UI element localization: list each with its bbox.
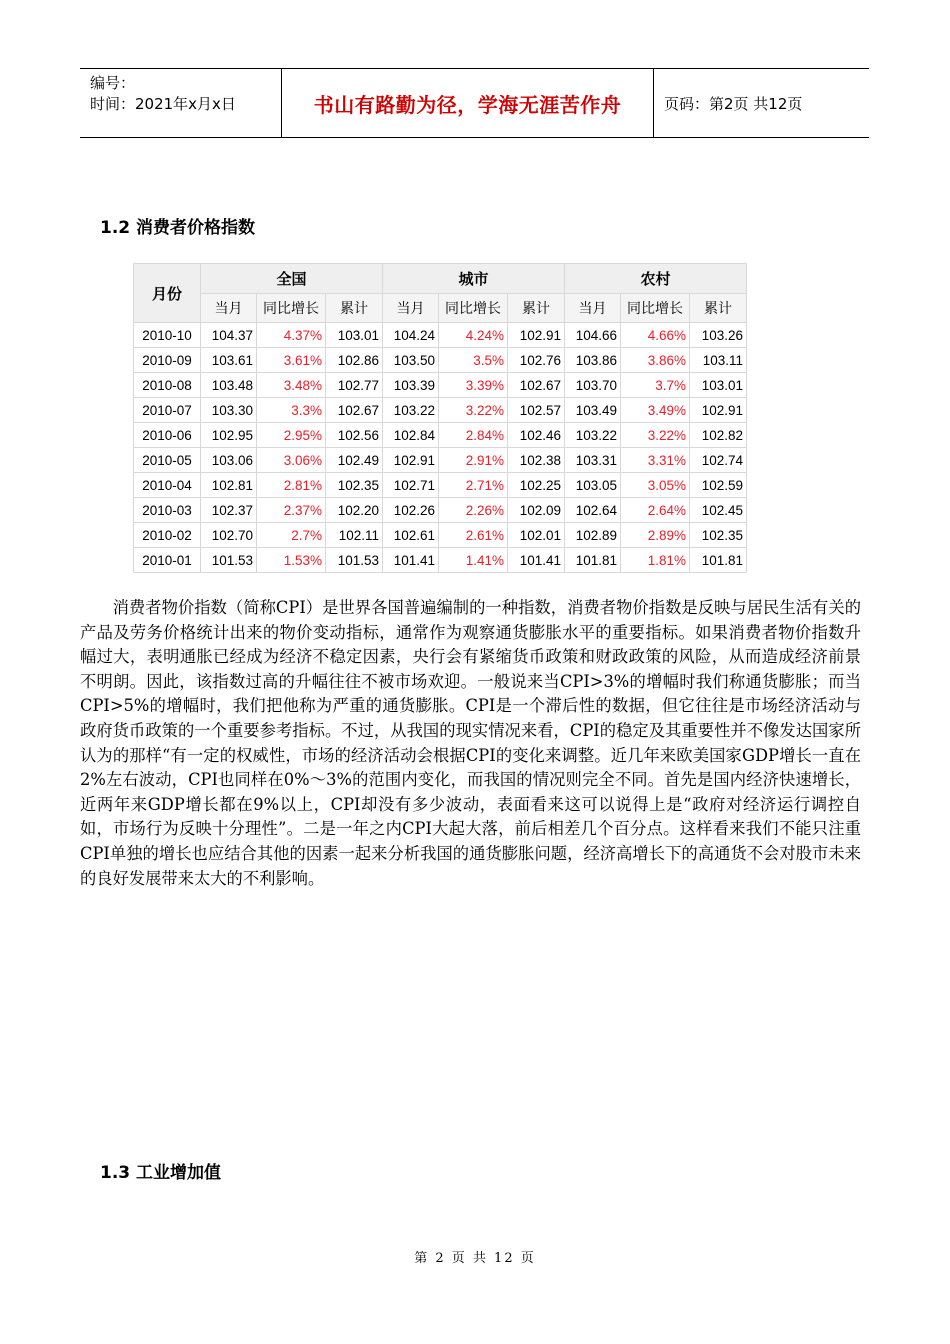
- cpi-table-body: [134, 323, 747, 573]
- value-cell: 102.09: [508, 498, 565, 523]
- value-cell: 2.81%: [257, 473, 326, 498]
- value-cell: 103.31: [565, 448, 621, 473]
- month-cell: 2010-09: [134, 348, 201, 373]
- value-cell: 102.71: [383, 473, 439, 498]
- table-row: [134, 523, 747, 548]
- sub-header-cell: 当月: [383, 294, 439, 323]
- header-meta: [80, 69, 282, 137]
- value-cell: 103.01: [690, 373, 747, 398]
- value-cell: 103.61: [201, 348, 257, 373]
- value-cell: 102.49: [326, 448, 383, 473]
- value-cell: 102.67: [508, 373, 565, 398]
- table-row: [134, 323, 747, 348]
- value-cell: 1.41%: [439, 548, 508, 573]
- value-cell: 102.35: [326, 473, 383, 498]
- value-cell: 102.46: [508, 423, 565, 448]
- value-cell: 2.37%: [257, 498, 326, 523]
- value-cell: 2.84%: [439, 423, 508, 448]
- section-heading-cpi: 1.2 消费者价格指数: [100, 218, 256, 238]
- month-header: 月份: [134, 264, 201, 323]
- value-cell: 3.86%: [621, 348, 690, 373]
- value-cell: 3.7%: [621, 373, 690, 398]
- table-row: [134, 398, 747, 423]
- value-cell: 2.26%: [439, 498, 508, 523]
- value-cell: 103.48: [201, 373, 257, 398]
- cpi-table: [133, 263, 747, 573]
- value-cell: 103.26: [690, 323, 747, 348]
- value-cell: 4.37%: [257, 323, 326, 348]
- value-cell: 102.67: [326, 398, 383, 423]
- value-cell: 103.22: [565, 423, 621, 448]
- table-row: [134, 448, 747, 473]
- value-cell: 4.66%: [621, 323, 690, 348]
- value-cell: 104.37: [201, 323, 257, 348]
- sub-header-cell: 累计: [508, 294, 565, 323]
- value-cell: 102.95: [201, 423, 257, 448]
- value-cell: 3.48%: [257, 373, 326, 398]
- value-cell: 2.7%: [257, 523, 326, 548]
- value-cell: 2.71%: [439, 473, 508, 498]
- value-cell: 102.35: [690, 523, 747, 548]
- month-cell: 2010-02: [134, 523, 201, 548]
- page-header: [80, 68, 869, 138]
- number-label: 编号：: [90, 74, 136, 92]
- sub-header-row: [134, 294, 747, 323]
- value-cell: 2.61%: [439, 523, 508, 548]
- value-cell: 3.49%: [621, 398, 690, 423]
- value-cell: 103.50: [383, 348, 439, 373]
- value-cell: 101.41: [508, 548, 565, 573]
- value-cell: 102.01: [508, 523, 565, 548]
- value-cell: 102.38: [508, 448, 565, 473]
- header-motto: 书山有路勤为径，学海无涯苦作舟: [282, 69, 654, 137]
- value-cell: 102.57: [508, 398, 565, 423]
- sub-header-cell: 当月: [565, 294, 621, 323]
- value-cell: 102.76: [508, 348, 565, 373]
- value-cell: 103.70: [565, 373, 621, 398]
- value-cell: 2.91%: [439, 448, 508, 473]
- month-cell: 2010-06: [134, 423, 201, 448]
- value-cell: 103.39: [383, 373, 439, 398]
- value-cell: 3.05%: [621, 473, 690, 498]
- value-cell: 101.81: [565, 548, 621, 573]
- table-row: [134, 548, 747, 573]
- month-cell: 2010-08: [134, 373, 201, 398]
- value-cell: 102.74: [690, 448, 747, 473]
- cpi-description-paragraph: 消费者物价指数（简称CPI）是世界各国普遍编制的一种指数，消费者物价指数是反映与居民生活有关的产品及劳务价格统计出来的物价变动指标，通常作为观察通货膨胀水平的重要指标。如果消费者物价指数升幅过大，表明通胀已经成为经济不稳定因素，央行会有紧缩货币政策和财政政策的风险，从而造成经济前景不明朗。因此，该指数过高的升幅往往不被市场欢迎。一般说来当CPI>3%的增幅时我们称通货膨胀；而当CPI>5%的增幅时，我们把他称为严重的通货膨胀。CPI是一个滞后性的数据，但它往往是市场经济活动与政府货币政策的一个重要参考指标。不过，从我国的现实情况来看，CPI的稳定及其重要性并不像发达国家所认为的那样“有一定的权威性，市场的经济活动会根据CPI的变化来调整。近几年来欧美国家GDP增长一直在2%左右波动，CPI也同样在0%～3%的范围内变化，而我国的情况则完全不同。首先是国内经济快速增长，近两年来GDP增长都在9%以上，CPI却没有多少波动，表面看来这可以说得上是“政府对经济运行调控自如，市场行为反映十分理性”。二是一年之内CPI大起大落，前后相差几个百分点。这样看来我们不能只注重CPI单独的增长也应结合其他的因素一起来分析我国的通货膨胀问题，经济高增长下的高通货不会对股市未来的良好发展带来太大的不利影响。: [80, 598, 861, 888]
- table-row: [134, 373, 747, 398]
- value-cell: 102.70: [201, 523, 257, 548]
- value-cell: 103.01: [326, 323, 383, 348]
- value-cell: 102.86: [326, 348, 383, 373]
- month-cell: 2010-05: [134, 448, 201, 473]
- value-cell: 2.64%: [621, 498, 690, 523]
- value-cell: 104.66: [565, 323, 621, 348]
- value-cell: 102.20: [326, 498, 383, 523]
- value-cell: 103.49: [565, 398, 621, 423]
- value-cell: 3.61%: [257, 348, 326, 373]
- value-cell: 3.39%: [439, 373, 508, 398]
- table-row: [134, 473, 747, 498]
- page-footer: 第 2 页 共 12 页: [414, 1251, 536, 1266]
- value-cell: 102.84: [383, 423, 439, 448]
- value-cell: 102.81: [201, 473, 257, 498]
- time-label: 时间：2021年x月x日: [90, 95, 236, 113]
- table-row: [134, 348, 747, 373]
- value-cell: 3.3%: [257, 398, 326, 423]
- value-cell: 103.05: [565, 473, 621, 498]
- value-cell: 101.53: [326, 548, 383, 573]
- value-cell: 102.61: [383, 523, 439, 548]
- sub-header-cell: 同比增长: [257, 294, 326, 323]
- value-cell: 3.31%: [621, 448, 690, 473]
- value-cell: 102.37: [201, 498, 257, 523]
- value-cell: 2.89%: [621, 523, 690, 548]
- sub-header-cell: 同比增长: [621, 294, 690, 323]
- month-cell: 2010-10: [134, 323, 201, 348]
- group-header-national: 全国: [201, 264, 383, 294]
- table-row: [134, 498, 747, 523]
- value-cell: 102.82: [690, 423, 747, 448]
- value-cell: 101.81: [690, 548, 747, 573]
- value-cell: 102.56: [326, 423, 383, 448]
- value-cell: 2.95%: [257, 423, 326, 448]
- month-cell: 2010-03: [134, 498, 201, 523]
- sub-header-cell: 同比增长: [439, 294, 508, 323]
- value-cell: 3.22%: [439, 398, 508, 423]
- sub-header-cell: 累计: [690, 294, 747, 323]
- value-cell: 103.86: [565, 348, 621, 373]
- month-cell: 2010-01: [134, 548, 201, 573]
- value-cell: 103.11: [690, 348, 747, 373]
- value-cell: 102.25: [508, 473, 565, 498]
- section-heading-industrial: 1.3 工业增加值: [100, 1163, 222, 1183]
- value-cell: 1.53%: [257, 548, 326, 573]
- value-cell: 102.89: [565, 523, 621, 548]
- value-cell: 103.30: [201, 398, 257, 423]
- value-cell: 102.11: [326, 523, 383, 548]
- value-cell: 102.91: [383, 448, 439, 473]
- value-cell: 102.91: [508, 323, 565, 348]
- month-cell: 2010-04: [134, 473, 201, 498]
- value-cell: 101.53: [201, 548, 257, 573]
- sub-header-cell: 当月: [201, 294, 257, 323]
- value-cell: 102.64: [565, 498, 621, 523]
- value-cell: 103.22: [383, 398, 439, 423]
- group-header-urban: 城市: [383, 264, 565, 294]
- value-cell: 104.24: [383, 323, 439, 348]
- value-cell: 103.06: [201, 448, 257, 473]
- group-header-rural: 农村: [565, 264, 747, 294]
- value-cell: 3.22%: [621, 423, 690, 448]
- value-cell: 102.59: [690, 473, 747, 498]
- header-page-label: 页码：第2页 共12页: [664, 94, 803, 113]
- table-row: [134, 423, 747, 448]
- value-cell: 102.91: [690, 398, 747, 423]
- value-cell: 102.45: [690, 498, 747, 523]
- value-cell: 3.06%: [257, 448, 326, 473]
- value-cell: 102.77: [326, 373, 383, 398]
- value-cell: 101.41: [383, 548, 439, 573]
- value-cell: 1.81%: [621, 548, 690, 573]
- value-cell: 4.24%: [439, 323, 508, 348]
- value-cell: 3.5%: [439, 348, 508, 373]
- value-cell: 102.26: [383, 498, 439, 523]
- month-cell: 2010-07: [134, 398, 201, 423]
- sub-header-cell: 累计: [326, 294, 383, 323]
